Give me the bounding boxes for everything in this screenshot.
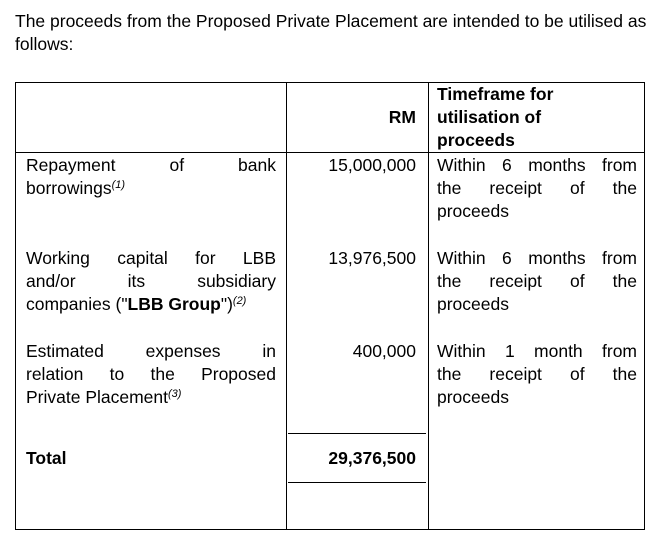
total-amount: 29,376,500 [328,448,416,468]
row-2-desc-line3-post: ") [220,294,233,314]
header-timeframe [437,83,637,152]
row-3-tf-line2: the receipt of the [437,364,637,384]
header-divider [16,152,644,153]
row-1-desc-line1: Repayment of bank [26,155,276,175]
row-2-note: (2) [232,295,247,307]
total-label: Total [26,448,67,468]
column-divider-2 [428,83,429,529]
row-1-tf-line3: proceeds [437,201,509,221]
row-3-tf-line3: proceeds [437,387,509,407]
row-1-tf-line2: the receipt of the [437,178,637,198]
row-3-timeframe [437,340,637,409]
row-1-description [26,154,276,200]
row-1-note: (1) [111,179,126,191]
row-3-note: (3) [168,388,182,400]
row-2-desc-line1: Working capital for LBB [26,248,276,268]
row-3-desc-line2: relation to the Proposed [26,364,276,384]
row-2-timeframe [437,247,637,316]
intro-paragraph: The proceeds from the Proposed Private Placement are intended to be utilised as follows: [15,11,647,54]
total-rule-bottom [288,482,426,483]
row-3-desc-line3: Private Placement [26,387,169,407]
row-3-tf-line1: Within 1 month from [437,341,637,361]
row-2-amount: 13,976,500 [328,248,416,268]
row-2-desc-line2: and/or its subsidiary [26,271,276,291]
header-timeframe-line2: utilisation of [437,107,542,127]
row-2-desc-line3 [26,294,246,314]
row-1-timeframe [437,154,637,223]
header-timeframe-line3: proceeds [437,130,515,150]
row-2-tf-line1: Within 6 months from [437,248,637,268]
row-1-tf-line1: Within 6 months from [437,155,637,175]
row-3-description [26,340,276,409]
row-3-amount: 400,000 [352,341,416,361]
row-2-tf-line3: proceeds [437,294,509,314]
row-2-desc-line3-pre: companies (" [26,294,128,314]
row-2-tf-line2: the receipt of the [437,271,637,291]
proceeds-table [15,82,645,530]
row-3-desc-line1: Estimated expenses in [26,341,276,361]
row-2-description [26,247,276,316]
row-2-desc-line3-bold: LBB Group [127,294,221,314]
total-rule-top [288,433,426,434]
header-amount: RM [388,107,416,127]
header-timeframe-line1: Timeframe for [437,84,554,104]
row-1-desc-line2: borrowings [26,178,112,198]
row-1-amount: 15,000,000 [328,155,416,175]
